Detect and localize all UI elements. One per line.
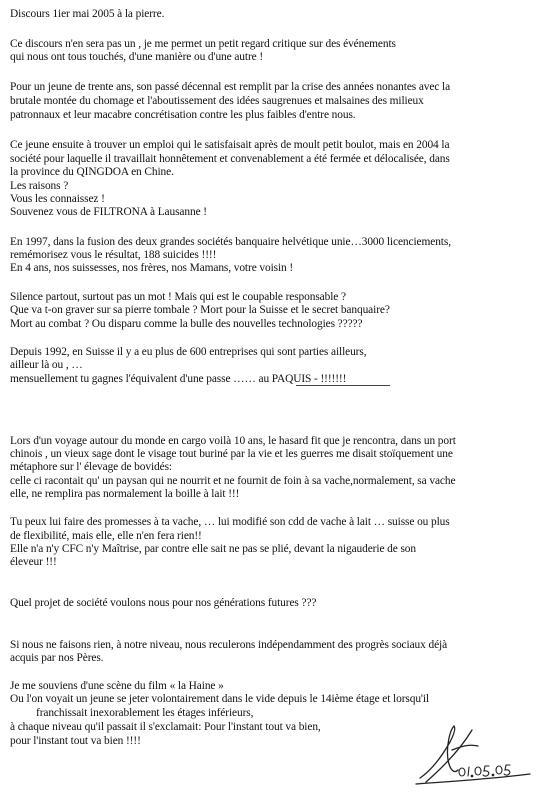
text-line: remémorisez vous le résultat, 188 suicides !!!! [10, 249, 217, 261]
text-line: celle ci racontait qu' un paysan qui ne nourrit et ne fournit de foin à sa vache,normalement, sa vache [10, 475, 456, 487]
text-line: société pour laquelle il travaillait honnêtement et convenablement a été fermée et délocalisée, dans [10, 153, 450, 165]
text-line: Elle n'a n'y CFC n'y Maîtrise, par contre elle sait ne pas se plié, devant la nigauderie de son [10, 543, 416, 555]
text-line: mensuellement tu gagnes l'équivalent d'une passe …… au PAQUIS - !!!!!!! [10, 373, 347, 385]
text-line: franchissait inexorablement les étages inférieurs, [36, 707, 254, 719]
text-line: Ce discours n'en sera pas un , je me permet un petit regard critique sur des événements [10, 38, 396, 50]
text-line: Silence partout, surtout pas un mot ! Mais qui est le coupable responsable ? [10, 291, 346, 303]
text-line: chinois , un vieux sage dont le visage tout buriné par la vie et les guerres me disait stoïquement une [10, 448, 453, 460]
text-line: Mort au combat ? Ou disparu comme la bulle des nouvelles technologies ????? [10, 318, 363, 330]
text-line: Quel projet de société voulons nous pour nos générations futures ??? [10, 597, 317, 609]
text-line: de flexibilité, mais elle, elle n'en fera rien!! [10, 530, 202, 542]
text-line: elle, ne remplira pas normalement la boille à lait !!! [10, 488, 240, 500]
text-line: qui nous ont tous touchés, d'une manière ou d'une autre ! [10, 51, 264, 63]
text-line: Depuis 1992, en Suisse il y a eu plus de 600 entreprises qui sont parties ailleurs, [10, 346, 367, 358]
text-line: Ou l'on voyait un jeune se jeter volontairement dans le vide depuis le 14ième étage et lorsqu'il [10, 693, 430, 705]
text-line: Souvenez vous de FILTRONA à Lausanne ! [10, 206, 207, 218]
text-line: métaphore sur l' élevage de bovidés: [10, 461, 172, 473]
text-line: Que va t-on graver sur sa pierre tombale ? Mort pour la Suisse et le secret banquaire? [10, 304, 390, 316]
text-line: brutale montée du chomage et l'aboutissement des idées saugrenues et malsaines des milieux [10, 95, 424, 107]
text-line: éleveur !!! [10, 556, 57, 568]
handwritten-signature [412, 716, 538, 786]
text-line: Pour un jeune de trente ans, son passé décennal est remplit par la crise des années nonantes avec la [10, 81, 451, 93]
text-line: Je me souviens d'une scène du film « la Haine » [10, 680, 224, 692]
text-line: Lors d'un voyage autour du monde en cargo voilà 10 ans, le hasard fit que je rencontra, dans un port [10, 435, 456, 447]
text-line: Si nous ne faisons rien, à notre niveau, nous reculerons indépendamment des progrès sociaux déjà [10, 639, 448, 651]
text-line: Tu peux lui faire des promesses à ta vache, … lui modifié son cdd de vache à lait … suisse ou plus [10, 516, 450, 528]
text-line: En 1997, dans la fusion des deux grandes sociétés banquaire helvétique unie…3000 licenciements, [10, 236, 451, 248]
text-line: à chaque niveau qu'il passait il s'exclamait: Pour l'instant tout va bien, [10, 721, 321, 733]
text-line: la province du QINGDOA en Chine. [10, 166, 174, 178]
text-line: ailleur là ou , … [10, 359, 83, 371]
text-line: patronnaux et leur macabre concrétisation contre les plus faibles d'entre nous. [10, 109, 356, 121]
text-line: pour l'instant tout va bien !!!! [10, 735, 141, 747]
text-line: Ce jeune ensuite à trouver un emploi qui le satisfaisait après de moult petit boulot, mais en 2004 la [10, 139, 450, 151]
document-title: Discours 1ier mai 2005 à la pierre. [10, 8, 165, 20]
text-line: En 4 ans, nos suissesses, nos frères, nos Mamans, votre voisin ! [10, 262, 294, 274]
text-line: Vous les connaissez ! [10, 193, 105, 205]
text-line: Les raisons ? [10, 180, 69, 192]
text-line: acquis par nos Pères. [10, 652, 104, 664]
strikethrough-mark [296, 385, 390, 386]
